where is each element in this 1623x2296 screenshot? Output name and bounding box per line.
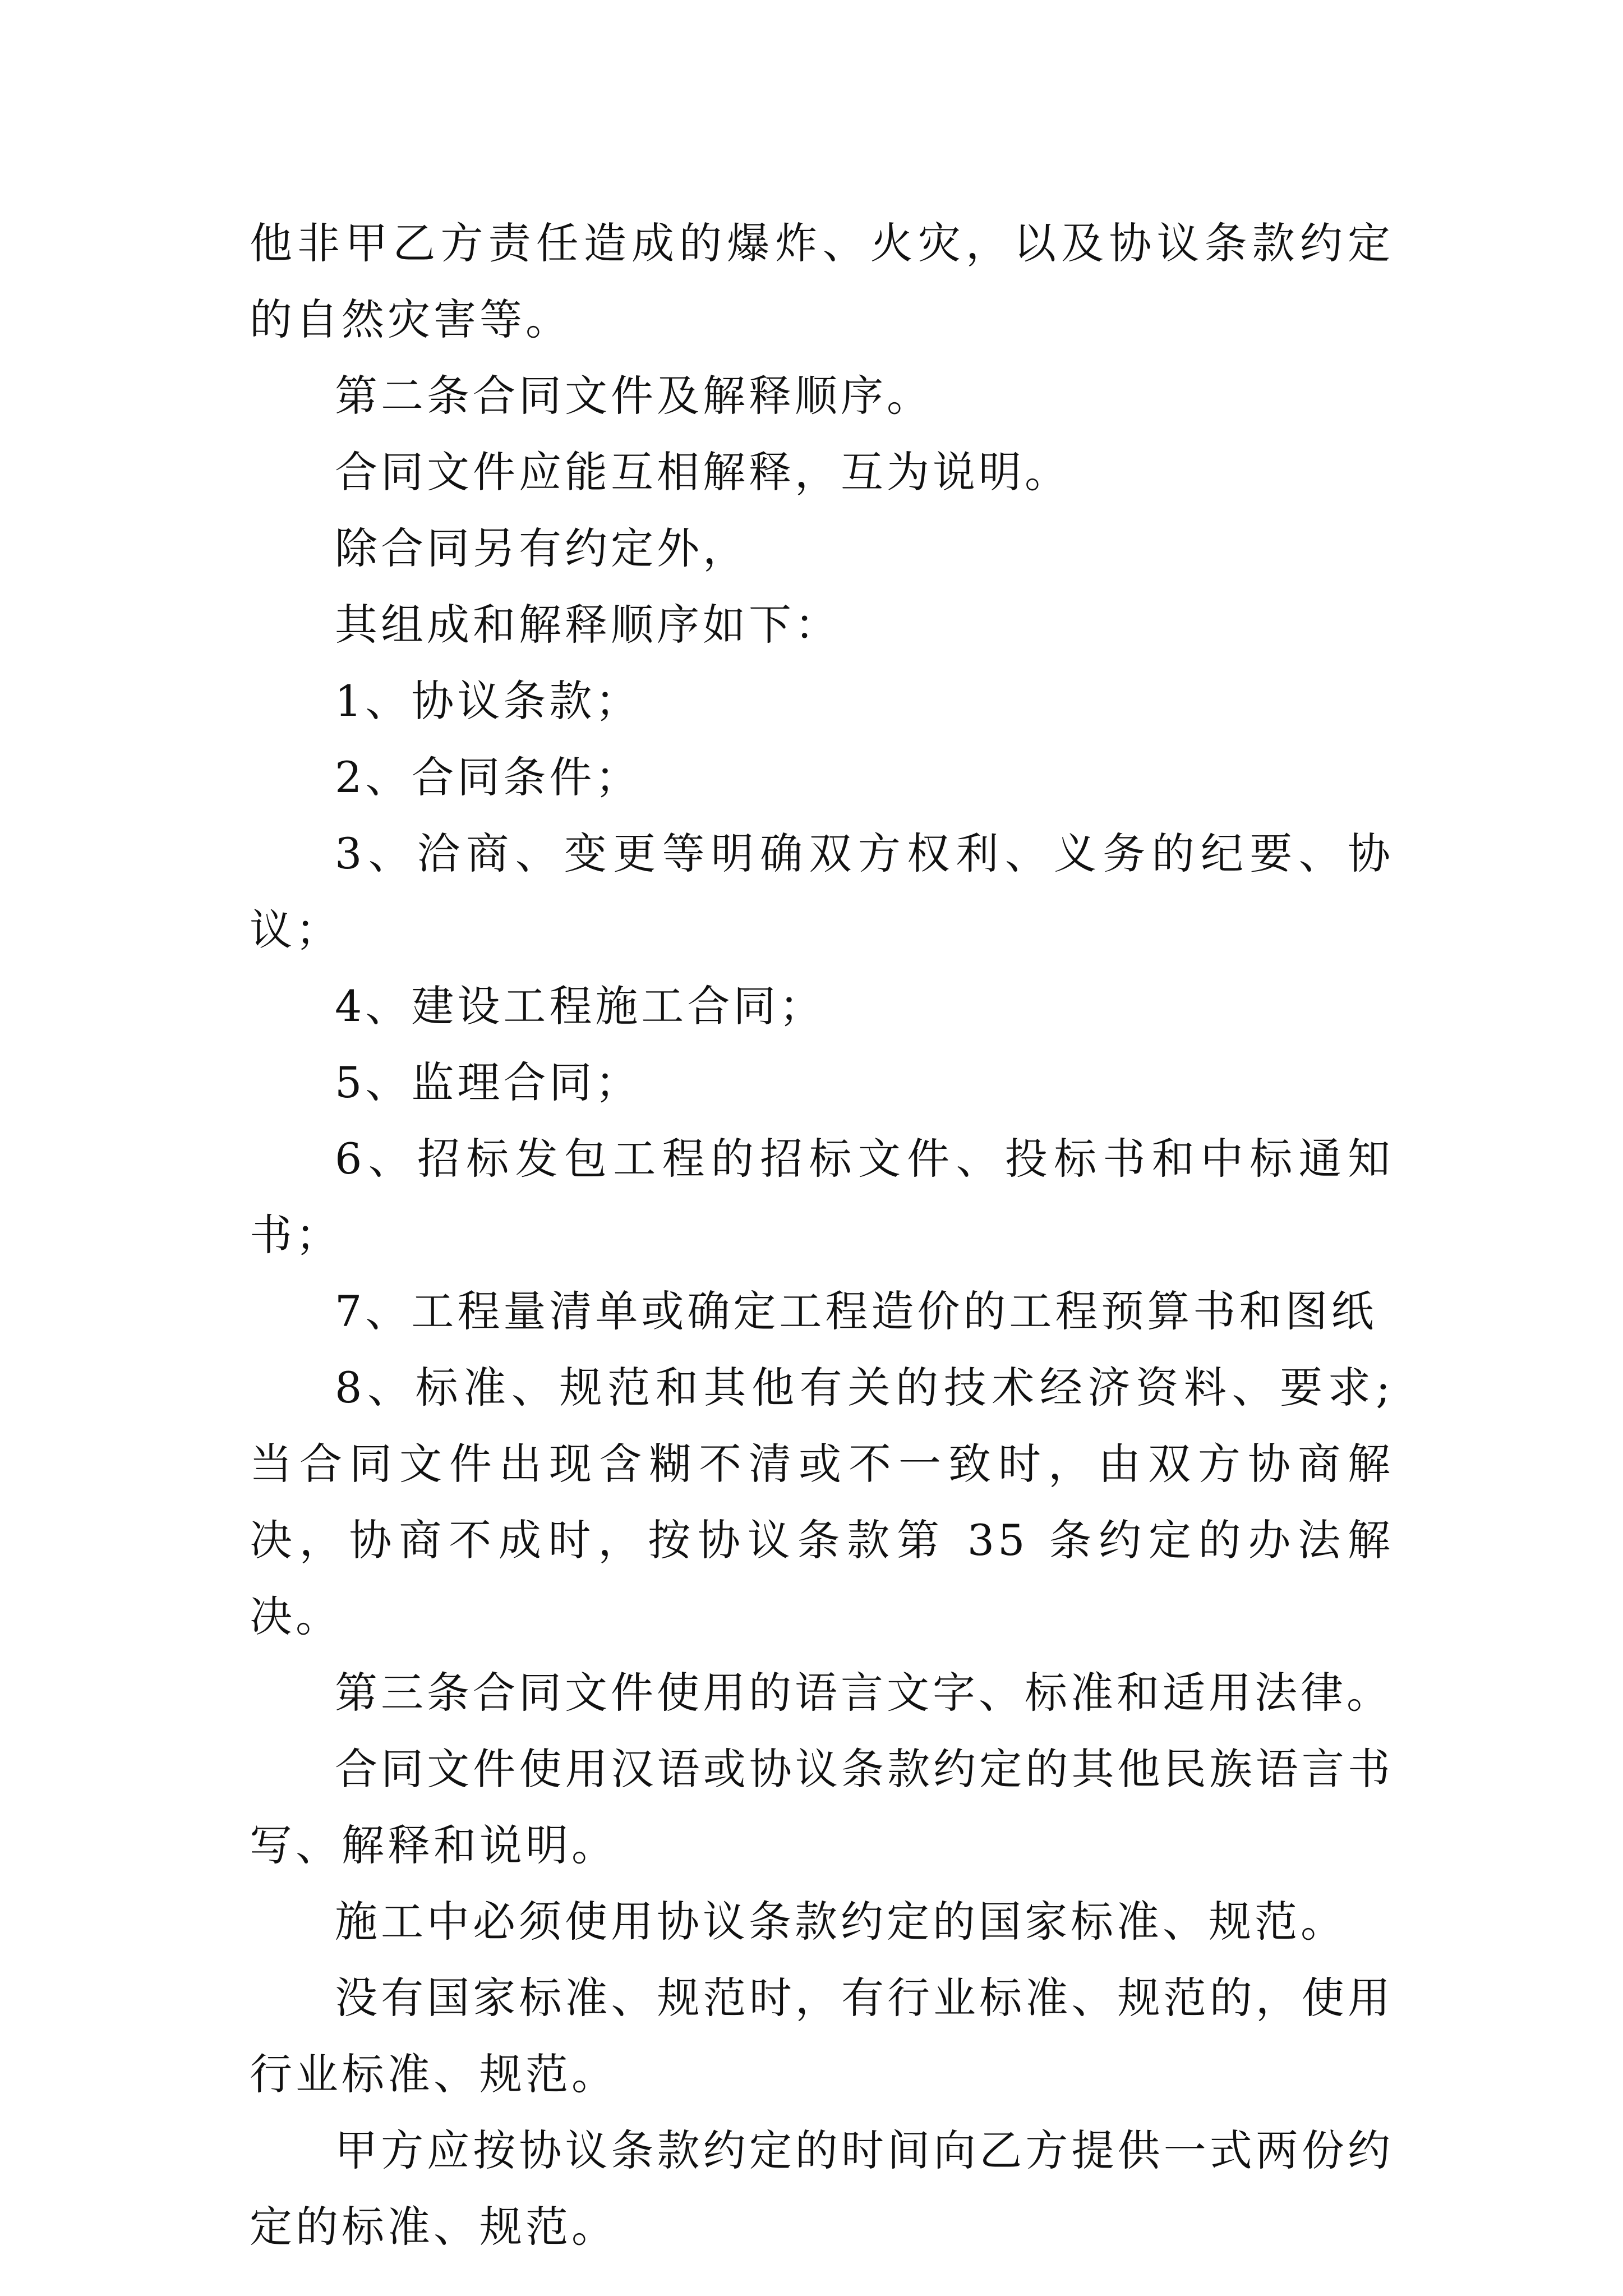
paragraph: 他非甲乙方责任造成的爆炸、火灾，以及协议条款约定的自然灾害等。 (250, 218, 1394, 344)
list-item: 2、合同条件； (335, 752, 642, 802)
paragraph: 除合同另有约定外， (335, 523, 749, 573)
list-item: 1、协议条款； (335, 676, 642, 726)
list-item: 3、洽商、变更等明确双方权利、义务的纪要、协议； (250, 829, 1394, 955)
paragraph: 施工中必须使用协议条款约定的国家标准、规范。 (335, 1897, 1347, 1947)
clause-heading: 第二条合同文件及解释顺序。 (335, 371, 933, 421)
document-body (250, 205, 1394, 2265)
paragraph: 合同文件应能互相解释，互为说明。 (335, 447, 1071, 497)
list-item: 8、标准、规范和其他有关的技术经济资料、要求;当合同文件出现含糊不清或不一致时，由双方协商解决，协商不成时，按协议条款第 35 条约定的办法解决。 (250, 1363, 1394, 1641)
list-item: 5、监理合同； (335, 1057, 642, 1107)
paragraph: 没有国家标准、规范时，有行业标准、规范的，使用行业标准、规范。 (250, 1973, 1394, 2099)
clause-heading: 第三条合同文件使用的语言文字、标准和适用法律。 (335, 1668, 1393, 1718)
paragraph: 其组成和解释顺序如下： (335, 600, 841, 650)
paragraph: 合同文件使用汉语或协议条款约定的其他民族语言书写、解释和说明。 (250, 1744, 1394, 1870)
list-item: 6、招标发包工程的招标文件、投标书和中标通知书； (250, 1134, 1394, 1260)
list-item: 4、建设工程施工合同； (335, 981, 826, 1031)
list-item: 7、工程量清单或确定工程造价的工程预算书和图纸 (335, 1286, 1377, 1336)
paragraph: 甲方应按协议条款约定的时间向乙方提供一式两份约定的标准、规范。 (250, 2125, 1394, 2252)
